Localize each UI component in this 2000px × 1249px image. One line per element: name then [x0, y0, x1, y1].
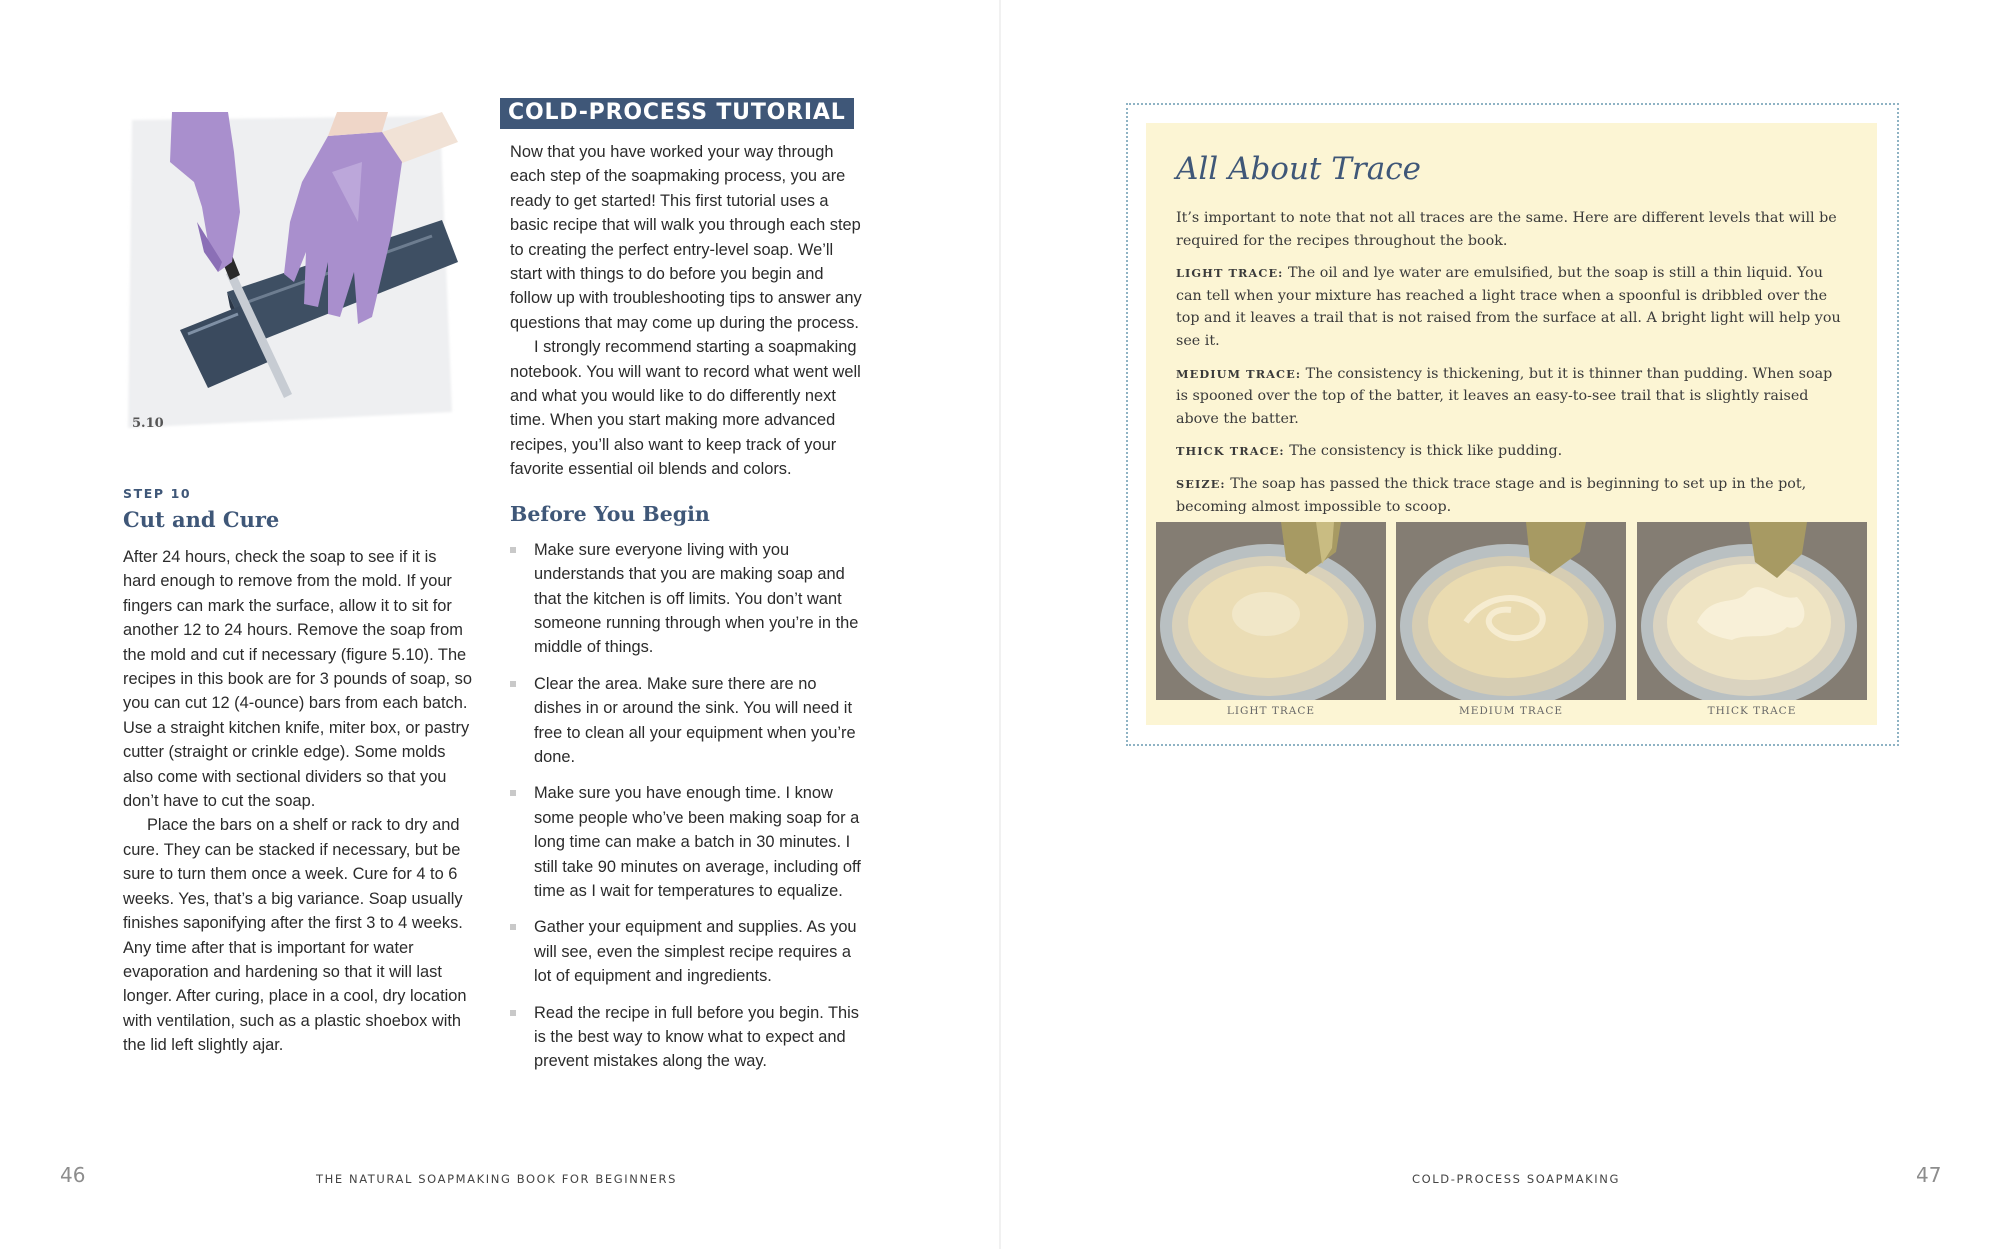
step-column: [123, 486, 473, 1058]
trace-photo: [1637, 522, 1867, 717]
definition: [1176, 440, 1844, 463]
tutorial-intro: [502, 140, 864, 482]
all-about-trace-sidebar: [1146, 123, 1877, 725]
list-item-text: Read the recipe in full before you begin. This is the best way to know what to expect and prevent mistakes along the way.: [534, 1003, 859, 1071]
list-item-text: Gather your equipment and supplies. As you will see, even the simplest recipe requires a lot of equipment and ingredients.: [534, 918, 857, 986]
definition-term: SEIZE:: [1176, 476, 1226, 491]
trace-photo: [1396, 522, 1626, 717]
running-head-left: THE NATURAL SOAPMAKING BOOK FOR BEGINNERS: [316, 1172, 678, 1186]
checklist: [502, 538, 864, 1074]
bowl-light-trace-photo: [1156, 522, 1386, 700]
definition: [1176, 363, 1844, 431]
definition-text: The soap has passed the thick trace stage and is beginning to set up in the pot, becoming almost impossible to scoop.: [1176, 475, 1807, 515]
definition-term: LIGHT TRACE:: [1176, 266, 1284, 281]
list-item: [502, 781, 864, 903]
definition-term: THICK TRACE:: [1176, 444, 1285, 459]
step-paragraph: After 24 hours, check the soap to see if it is hard enough to remove from the mold. If your fingers can mark the surface, allow it to sit for another 12 to 24 hours. Remove the soap from the mold and cut if necessary (figure 5.10). The recipes in this book are for 3 pounds of soap, so you can cut 12 (4-ounce) bars from each batch. Use a straight kitchen knife, miter box, or pastry cutter (straight or crinkle edge). Some molds also come with sectional dividers so that you don’t have to cut the soap.: [123, 548, 472, 811]
bullet-square-icon: [510, 1010, 516, 1016]
sidebar-text: [1176, 207, 1844, 528]
bowl-medium-trace-photo: [1396, 522, 1626, 700]
list-item: [502, 538, 864, 660]
before-you-begin-heading: Before You Begin: [510, 501, 710, 526]
list-item-text: Clear the area. Make sure there are no dishes in or around the sink. You will need it free to clean all your equipment when you’re done.: [534, 674, 856, 766]
step-label: STEP 10: [123, 486, 192, 501]
bowl-thick-trace-photo: [1637, 522, 1867, 700]
definition-text: The oil and lye water are emulsified, but the soap is still a thin liquid. You can tell when your mixture has reached a light trace when a spoonful is dribbled over the top and it leaves a trail that is not raised from the surface at all. A bright light will help you see it.: [1176, 265, 1841, 349]
list-item: [502, 672, 864, 770]
gloved-hands-cutting-soap-illustration: [122, 112, 458, 434]
definition-text: The consistency is thickening, but it is thinner than pudding. When soap is spooned over the top of the batter, it leaves an easy-to-see trail that is slightly raised above the batter.: [1176, 365, 1833, 427]
bullet-square-icon: [510, 790, 516, 796]
page-number-left: 46: [60, 1163, 86, 1187]
photo-caption: THICK TRACE: [1707, 705, 1797, 717]
figure-number: 5.10: [132, 416, 164, 431]
list-item-text: Make sure everyone living with you understands that you are making soap and that the kitchen is off limits. You don’t want someone running through when you’re in the middle of things.: [534, 540, 859, 657]
definition-text: The consistency is thick like pudding.: [1289, 443, 1563, 460]
step-title: Cut and Cure: [123, 507, 280, 532]
running-head-right: COLD-PROCESS SOAPMAKING: [1412, 1172, 1621, 1186]
step-paragraph: Place the bars on a shelf or rack to dry and cure. They can be stacked if necessary, but be sure to turn them once a week. Cure for 4 to 6 weeks. Yes, that’s a big variance. Soap usually finishes saponifying after the first 3 to 4 weeks. Any time after that is important for water evaporation and hardening so that it will last longer. After curing, place in a cool, dry location with ventilation, such as a plastic shoebox with the lid left slightly ajar.: [123, 816, 467, 1055]
list-item-text: Make sure you have enough time. I know some people who’ve been making soap for a long time can make a batch in 30 minutes. I still take 90 minutes on average, including off time as I wait for temperatures to equalize.: [534, 784, 861, 900]
step-body: [123, 545, 473, 1058]
page-number-right: 47: [1916, 1163, 1942, 1187]
bullet-square-icon: [510, 681, 516, 687]
definition-term: MEDIUM TRACE:: [1176, 366, 1302, 381]
definition: [1176, 262, 1844, 352]
bullet-square-icon: [510, 547, 516, 553]
tutorial-banner: COLD-PROCESS TUTORIAL: [500, 98, 854, 129]
list-item: [502, 915, 864, 988]
tutorial-column: [502, 98, 864, 1086]
sidebar-title: All About Trace: [1176, 151, 1421, 187]
tutorial-paragraph: I strongly recommend starting a soapmaking notebook. You will want to record what went well and what you would like to do differently next time. When you start making more advanced recipes, you’ll also want to keep track of your favorite essential oil blends and colors.: [510, 338, 861, 479]
sidebar-intro: It’s important to note that not all traces are the same. Here are different levels that will be required for the recipes throughout the book.: [1176, 210, 1837, 249]
trace-photo: [1156, 522, 1386, 717]
bullet-square-icon: [510, 924, 516, 930]
photo-caption: MEDIUM TRACE: [1458, 705, 1564, 717]
definition: [1176, 473, 1844, 518]
photo-caption: LIGHT TRACE: [1226, 705, 1316, 717]
list-item: [502, 1001, 864, 1074]
tutorial-paragraph: Now that you have worked your way through each step of the soapmaking process, you are ready to get started! This first tutorial uses a basic recipe that will walk you through each step to creating the perfect entry-level soap. We’ll start with things to do before you begin and follow up with troubleshooting tips to answer any questions that may come up during the process.: [510, 143, 862, 332]
